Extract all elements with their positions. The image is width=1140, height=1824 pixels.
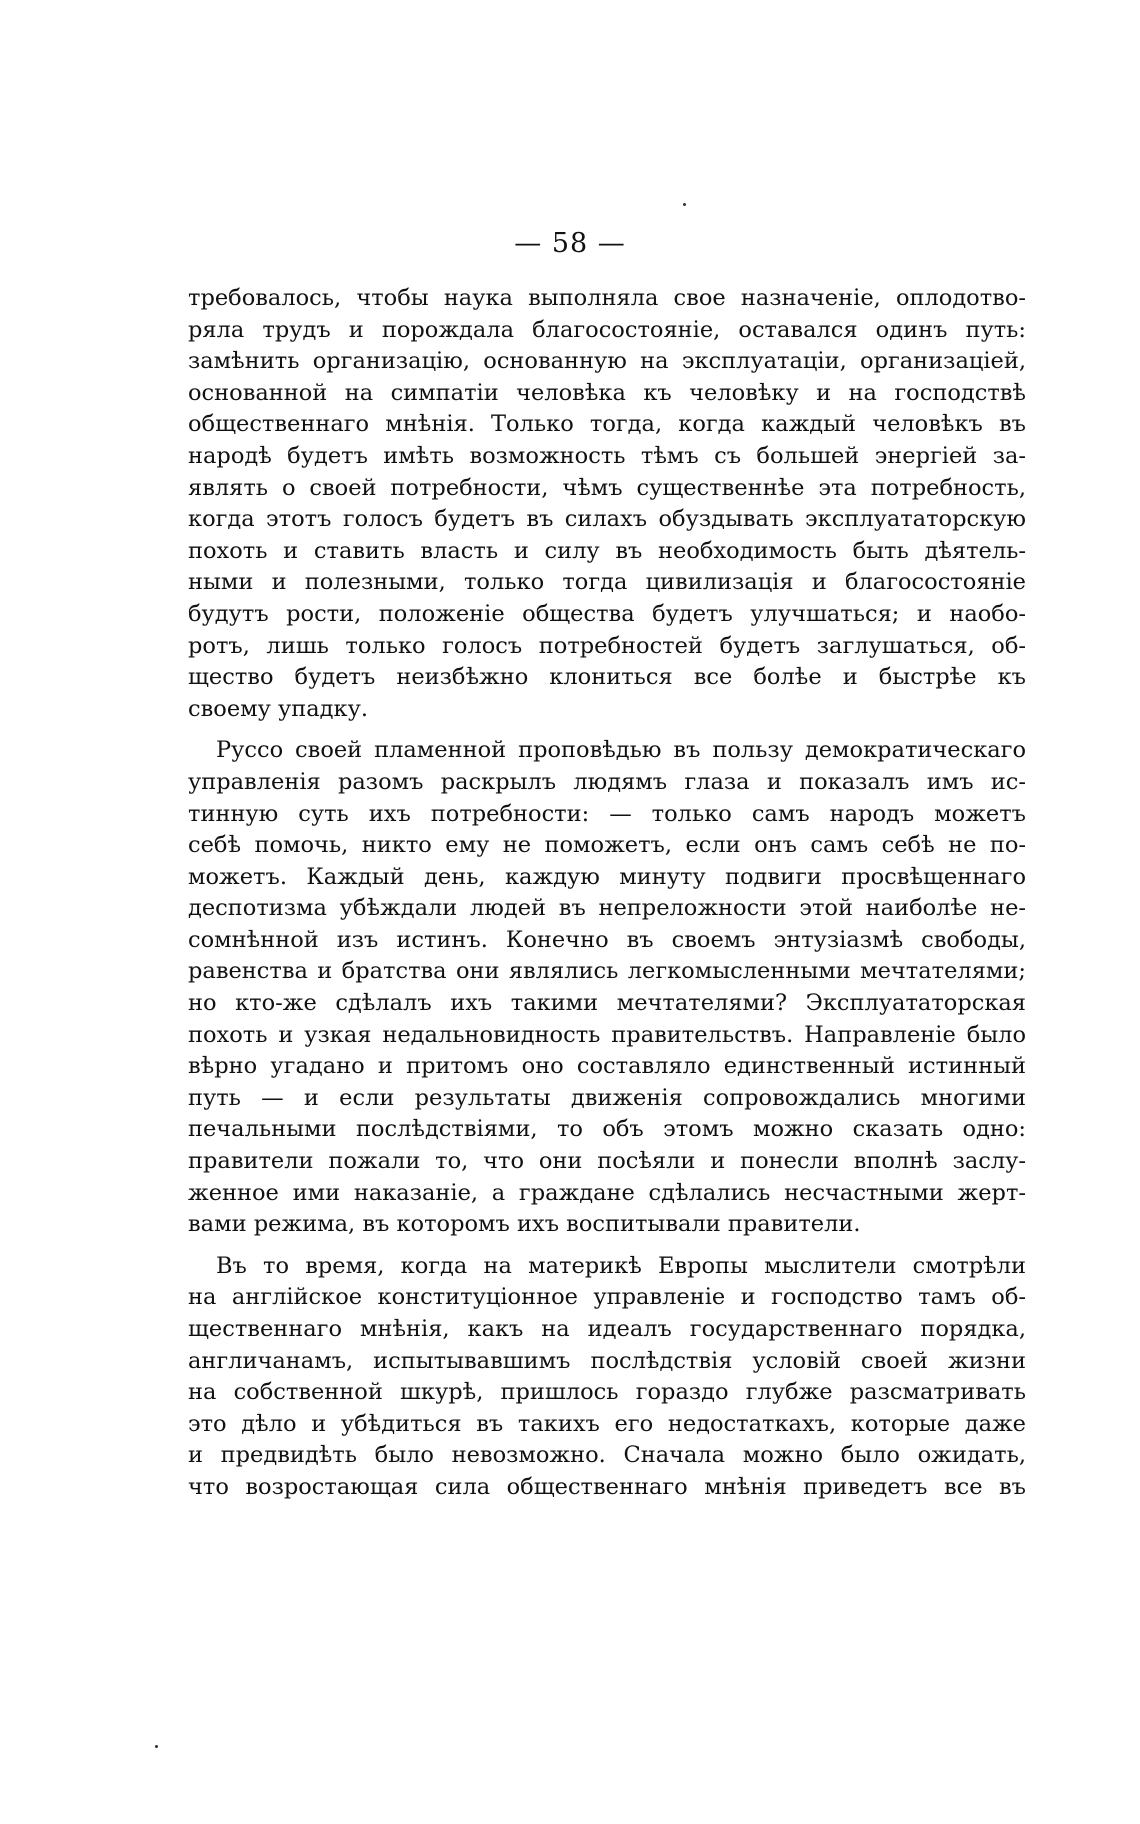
- text-line: сомнѣнной изъ истинъ. Конечно въ своемъ энтузіазмѣ свободы,: [188, 926, 1026, 953]
- text-line: щественнаго мнѣнія, какъ на идеалъ государственнаго порядка,: [188, 1316, 1026, 1342]
- text-line: можетъ. Каждый день, каждую минуту подвиги просвѣщеннаго: [188, 863, 1026, 890]
- paragraph: [188, 735, 1026, 1241]
- page-number: — 58 —: [514, 228, 626, 259]
- text-line: будутъ рости, положеніе общества будетъ улучшаться; и наобо-: [188, 600, 1026, 627]
- text-line: похоть и ставить власть и силу въ необходимость быть дѣятель-: [188, 537, 1026, 564]
- text-line: и предвидѣть было невозможно. Сначала можно было ожидать,: [188, 1442, 1026, 1469]
- text-line: на англійское конституціонное управленіе и господство тамъ об-: [188, 1284, 1026, 1311]
- text-line: общественнаго мнѣнія. Только тогда, когда каждый человѣкъ въ: [188, 411, 1026, 438]
- text-line: щество будетъ неизбѣжно клониться все болѣе и быстрѣе къ: [188, 664, 1026, 691]
- text-line: ротъ, лишь только голосъ потребностей будетъ заглушаться, об-: [188, 632, 1026, 659]
- ink-speck: [683, 203, 686, 206]
- paragraph: [188, 1251, 1026, 1504]
- text-line: основанной на симпатіи человѣка къ человѣку и на господствѣ: [188, 379, 1026, 406]
- text-line: равенства и братства они являлись легкомысленными мечтателями;: [188, 958, 1026, 985]
- text-line: Въ то время, когда на материкѣ Европы мыслители смотрѣли: [216, 1252, 1026, 1279]
- text-line: народѣ будетъ имѣть возможность тѣмъ съ большей энергіей за-: [188, 442, 1026, 469]
- body-text: [188, 283, 1026, 1504]
- text-line: вѣрно угадано и притомъ оно составляло единственный истинный: [188, 1053, 1026, 1080]
- text-line: замѣнить организацію, основанную на эксплуатаціи, организаціей,: [188, 348, 1026, 375]
- text-line: требовалось, чтобы наука выполняла свое назначеніе, оплодотво-: [188, 285, 1026, 311]
- text-line: похоть и узкая недальновидность правительствъ. Направленіе было: [188, 1021, 1026, 1048]
- text-line: что возростающая сила общественнаго мнѣнія приведетъ все въ: [188, 1473, 1026, 1500]
- text-line: деспотизма убѣждали людей въ непреложности этой наиболѣе не-: [188, 895, 1026, 922]
- text-line: англичанамъ, испытывавшимъ послѣдствія условій своей жизни: [188, 1347, 1026, 1374]
- text-line: это дѣло и убѣдиться въ такихъ его недостаткахъ, которые даже: [188, 1410, 1026, 1437]
- text-line: себѣ помочь, никто ему не поможетъ, если онъ самъ себѣ не по-: [188, 832, 1026, 859]
- text-line: печальными послѣдствіями, то объ этомъ можно сказать одно:: [188, 1116, 1026, 1143]
- text-line: являть о своей потребности, чѣмъ существеннѣе эта потребность,: [188, 474, 1026, 501]
- text-line: но кто-же сдѣлалъ ихъ такими мечтателями? Эксплуататорская: [188, 990, 1026, 1017]
- ink-speck: [155, 1745, 158, 1748]
- text-line: на собственной шкурѣ, пришлось гораздо глубже разсматривать: [188, 1379, 1026, 1406]
- text-line: вами режима, въ которомъ ихъ воспитывали правители.: [188, 1211, 861, 1238]
- text-line: ными и полезными, только тогда цивилизація и благосостояніе: [188, 569, 1026, 596]
- text-line: своему упадку.: [188, 695, 368, 722]
- text-line: Руссо своей пламенной проповѣдью въ пользу демократическаго: [216, 737, 1026, 764]
- text-line: путь — и если результаты движенія сопровождались многими: [188, 1084, 1026, 1111]
- text-line: когда этотъ голосъ будетъ въ силахъ обуздывать эксплуататорскую: [188, 506, 1026, 533]
- text-line: ряла трудъ и порождала благосостояніе, оставался одинъ путь:: [188, 316, 1026, 343]
- text-line: управленія разомъ раскрылъ людямъ глаза и показалъ имъ ис-: [188, 768, 1026, 795]
- text-line: тинную суть ихъ потребности: — только самъ народъ можетъ: [188, 800, 1026, 827]
- paragraph: [188, 283, 1026, 725]
- text-line: правители пожали то, что они посѣяли и понесли вполнѣ заслу-: [188, 1148, 1026, 1175]
- text-line: женное ими наказаніе, а граждане сдѣлались несчастными жерт-: [188, 1179, 1026, 1206]
